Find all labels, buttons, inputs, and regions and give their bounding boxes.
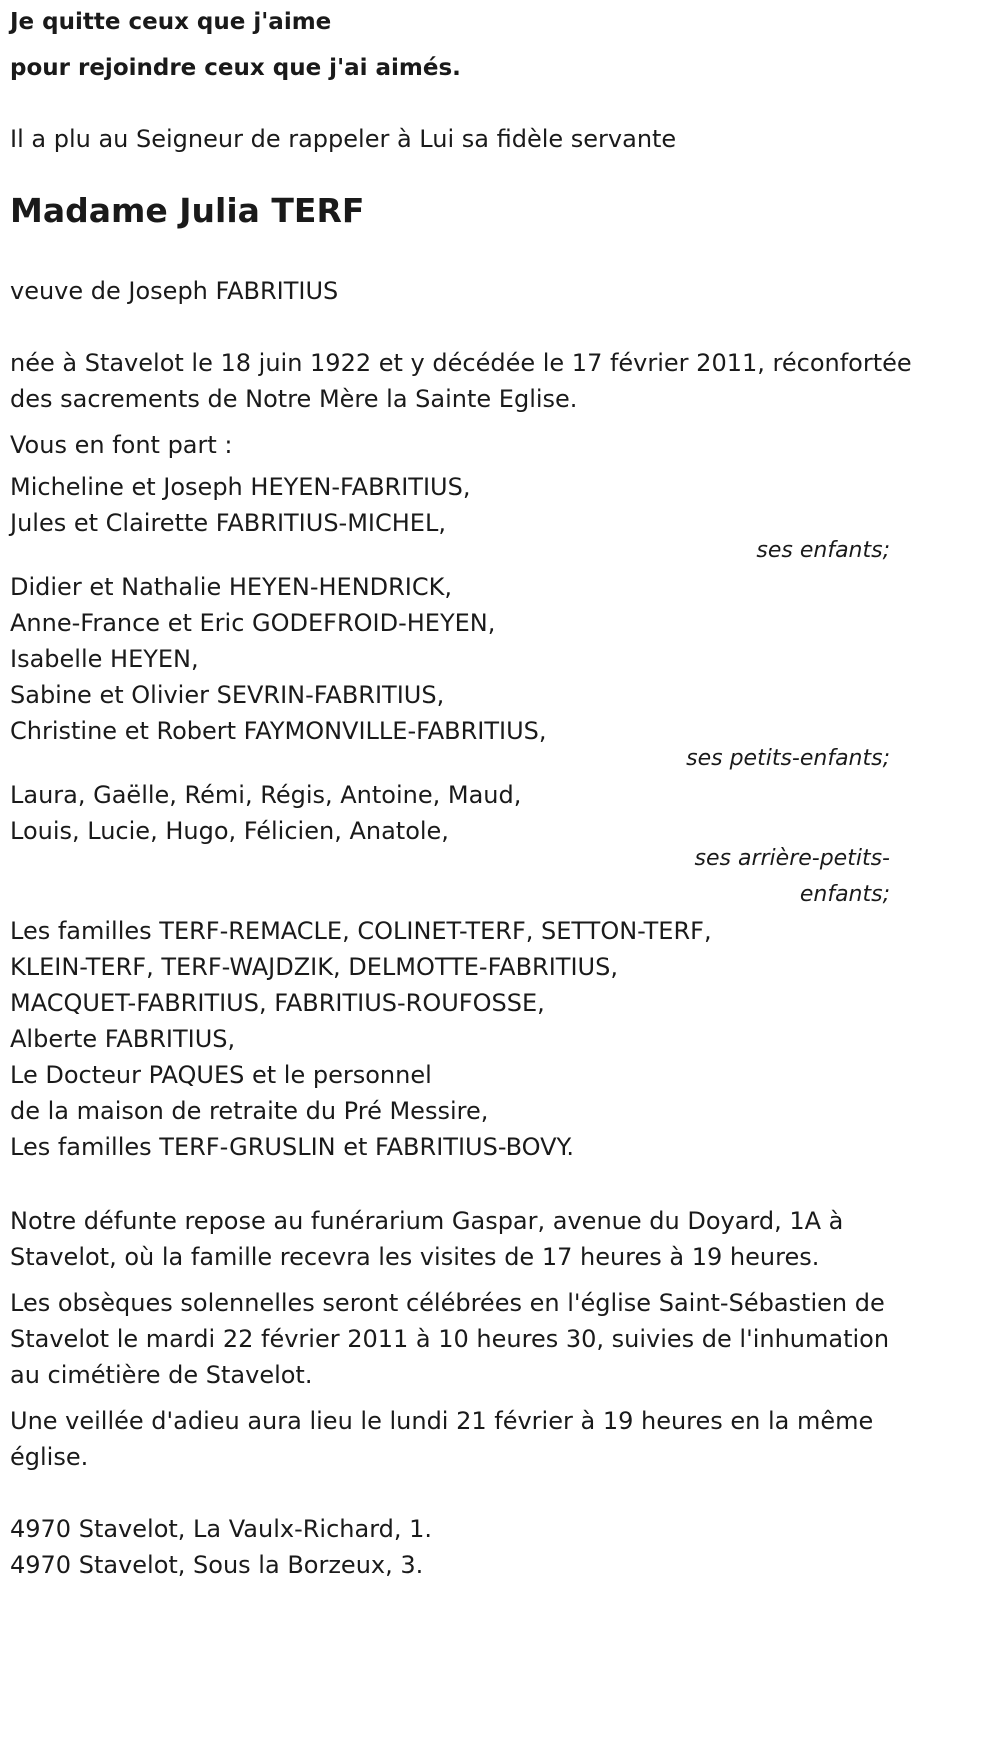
paragraph-line: née à Stavelot le 18 juin 1922 et y décédée le 17 février 2011, réconfortée — [10, 349, 912, 377]
grandchildren-role: ses petits-enfants; — [686, 746, 890, 771]
address-line: 4970 Stavelot, Sous la Borzeux, 3. — [10, 1551, 424, 1579]
list-item: Isabelle HEYEN, — [10, 645, 199, 673]
paragraph-line: Stavelot le mardi 22 février 2011 à 10 heures 30, suivies de l'inhumation — [10, 1325, 890, 1353]
epigraph — [10, 10, 1000, 80]
paragraph-line: Notre défunte repose au funérarium Gaspar, avenue du Doyard, 1A à — [10, 1207, 844, 1235]
paragraph-line: Stavelot, où la famille recevra les visites de 17 heures à 19 heures. — [10, 1243, 820, 1271]
great-grandchildren-list — [10, 777, 1000, 913]
paragraph-line: église. — [10, 1443, 89, 1471]
funeral-paragraph — [10, 1285, 1000, 1393]
epigraph-line: pour rejoindre ceux que j'ai aimés. — [10, 55, 461, 81]
list-item: Jules et Clairette FABRITIUS-MICHEL, — [10, 509, 446, 537]
role-line: ses arrière-petits- — [694, 846, 890, 871]
grandchildren-list — [10, 569, 1000, 777]
list-item: Christine et Robert FAYMONVILLE-FABRITIUS, — [10, 717, 547, 745]
intro-text: Il a plu au Seigneur de rappeler à Lui sa fidèle servante — [10, 125, 677, 153]
addresses — [10, 1511, 1000, 1583]
epigraph-line: Je quitte ceux que j'aime — [10, 9, 332, 35]
rest-paragraph — [10, 1203, 1000, 1275]
birth-death-paragraph — [10, 345, 1000, 417]
great-grandchildren-role — [10, 841, 890, 913]
paragraph-line: des sacrements de Notre Mère la Sainte Eglise. — [10, 385, 578, 413]
children-list — [10, 469, 1000, 569]
list-item: Sabine et Olivier SEVRIN-FABRITIUS, — [10, 681, 445, 709]
paragraph-line: Une veillée d'adieu aura lieu le lundi 21 février à 19 heures en la même — [10, 1407, 874, 1435]
list-item: Alberte FABRITIUS, — [10, 1025, 236, 1053]
list-item: Micheline et Joseph HEYEN-FABRITIUS, — [10, 473, 471, 501]
children-role: ses enfants; — [756, 538, 890, 563]
paragraph-line: Les obsèques solennelles seront célébrées en l'église Saint-Sébastien de — [10, 1289, 885, 1317]
list-item: Le Docteur PAQUES et le personnel — [10, 1061, 432, 1089]
list-item: KLEIN-TERF, TERF-WAJDZIK, DELMOTTE-FABRITIUS, — [10, 953, 618, 981]
families-list — [10, 913, 1000, 1165]
list-item: Anne-France et Eric GODEFROID-HEYEN, — [10, 609, 496, 637]
list-item: Laura, Gaëlle, Rémi, Régis, Antoine, Maud, — [10, 781, 522, 809]
list-item: de la maison de retraite du Pré Messire, — [10, 1097, 489, 1125]
widow-of: veuve de Joseph FABRITIUS — [10, 277, 339, 305]
address-line: 4970 Stavelot, La Vaulx-Richard, 1. — [10, 1515, 433, 1543]
list-item: Didier et Nathalie HEYEN-HENDRICK, — [10, 573, 453, 601]
deceased-name: Madame Julia TERF — [10, 191, 365, 230]
list-item: Les familles TERF-REMACLE, COLINET-TERF, SETTON-TERF, — [10, 917, 712, 945]
list-item: Louis, Lucie, Hugo, Félicien, Anatole, — [10, 817, 449, 845]
vigil-paragraph — [10, 1403, 1000, 1475]
announce-text: Vous en font part : — [10, 431, 233, 459]
paragraph-line: au cimétière de Stavelot. — [10, 1361, 313, 1389]
role-line: enfants; — [799, 882, 890, 907]
list-item: Les familles TERF-GRUSLIN et FABRITIUS-BOVY. — [10, 1133, 574, 1161]
list-item: MACQUET-FABRITIUS, FABRITIUS-ROUFOSSE, — [10, 989, 545, 1017]
